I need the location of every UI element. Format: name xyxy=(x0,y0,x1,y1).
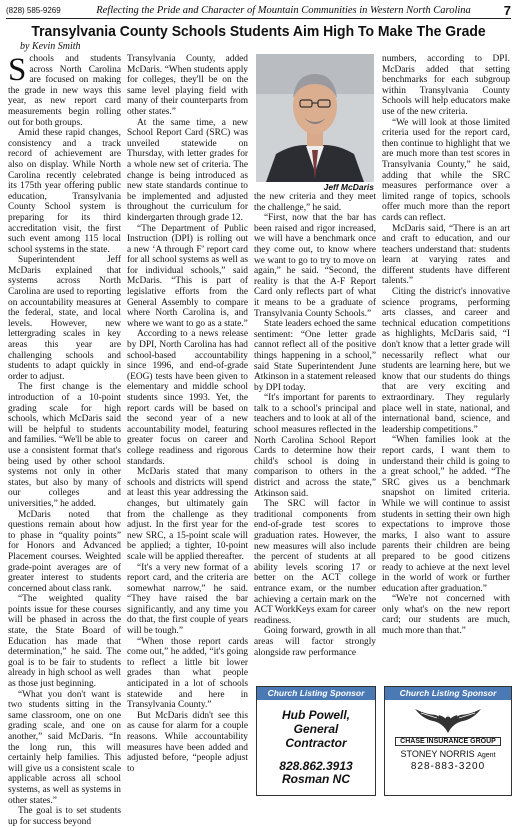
paragraph: Going forward, growth in all areas will factor strongly alongside raw performance xyxy=(254,626,376,658)
ad-company-name: CHASE INSURANCE GROUP xyxy=(395,737,501,746)
article-column-3 xyxy=(254,192,376,746)
article-column-2 xyxy=(127,54,248,800)
paragraph: McDaris noted that questions remain about how to phase in “quality points” for Honors and Advanced Placement courses. Weighted grade-point averages are of greater interest to students concerned about class rank. xyxy=(8,509,121,594)
paragraph: “When families look at the report cards, I want them to understand their child is going to a great school,” he added. “The SRC gives us a benchmark snapshot on limited criteria. While we will continue to assist students in setting their own high expectations to improve those marks, I also want to assure parents their children are being prepared to be good citizens ready to achieve at the next level in the world of work or further education after graduation.” xyxy=(382,435,510,594)
paragraph: Amid these rapid changes, consistency and a track record of achievement are also on display. While North Carolina recently celebrated its 175th year offering public education, Transylvania County School system is preparing for its third accreditation visit, the first such event among 115 local school systems in the state. xyxy=(8,128,121,255)
paragraph: Schools and students across North Carolina are focused on making the grade in new ways this year, as new report card measurements begin rolling out for both groups. xyxy=(8,52,121,128)
paragraph: “We're not concerned with only what's on the new report card; our students are much, much more than that.” xyxy=(382,594,510,637)
article-column-4 xyxy=(382,54,510,637)
paragraph: The SRC will factor in traditional components from end-of-grade test scores to graduation rates. However, the new measures will also include the percent of students at all ability levels scoring 17 or better on the ACT college entrance exam, or the number achieving a certain mark on the ACT WorkKeys exam for career readiness. xyxy=(254,499,376,626)
paragraph: State leaders echoed the same sentiment: “One letter grade cannot reflect all of the positive things happening in a school,” said State Superintendent June Atkinson in a statement released by DPI today. xyxy=(254,319,376,393)
sponsor-ad-chase-insurance xyxy=(384,686,512,796)
paragraph: “What you don't want is two students sitting in the same classroom, one on one grading scale, and one on another,” said McDaris. “In the long run, this will certainly help families. This will give us a consistent scale applicable across all school systems, as well as systems in other states.” xyxy=(8,689,121,806)
photo-caption: Jeff McDaris xyxy=(323,182,374,192)
person-portrait-icon xyxy=(256,54,374,182)
paragraph: The first change is the introduction of a 10-point grading scale for high schools, which McDaris said will be helpful to students and families. “We'll be able to use a consistent format that's being used by other school systems not only in other states, but also by many of our colleges and universities,” he added. xyxy=(8,382,121,509)
portrait-photo xyxy=(256,54,374,182)
paragraph: “When those report cards come out,” he added, “it's going to reflect a little bit lower grades than what people anticipated in a lot of schools statewide and here in Transylvania County.” xyxy=(127,636,248,711)
drop-cap: S xyxy=(8,52,27,88)
paragraph: The goal is to set students up for success beyond xyxy=(8,806,121,827)
header-tagline: Reflecting the Pride and Character of Mountain Communities in Western North Carolina xyxy=(96,4,471,16)
ad-phone: 828-883-3200 xyxy=(410,761,486,772)
page-number: 7 xyxy=(503,2,511,18)
paragraph: McDaris said, “There is an art and craft to education, and our teachers understand that: students learn at varying rates and different students have different talents.” xyxy=(382,223,510,287)
article-byline: by Kevin Smith xyxy=(20,41,81,52)
paragraph: At the same time, a new School Report Card (SRC) was unveiled statewide on Thursday, with letter grades for a whole new set of criteria. The change is being introduced as new state standards continue to be implemented and adjusted throughout the curriculum for kindergarten through grade 12. xyxy=(127,117,248,223)
ad-contact: 828.862.3913 Rosman NC xyxy=(279,759,353,786)
eagle-icon xyxy=(413,705,483,735)
ad-banner: Church Listing Sponsor xyxy=(257,687,375,700)
paragraph: “First, now that the bar has been raised and rigor increased, we will have a benchmark once they come out, to know where we want to go to try to move on again,” he said. “Second, the reality is that the A-F Report Card only reflects part of what it means to be a graduate of Transylvania County Schools.” xyxy=(254,213,376,319)
paragraph: Superintendent Jeff McDaris explained that systems across North Carolina are used to reporting on accountability measures at the federal, state, and local levels. However, new lettergrading scales in key areas this year are challenging schools and students to adapt quickly in order to adjust. xyxy=(8,255,121,382)
ad-banner: Church Listing Sponsor xyxy=(385,687,511,700)
paragraph: But McDaris didn't see this as cause for alarm for a couple reasons. While accountability measures have been added and adjusted before, “people adjust to xyxy=(127,710,248,774)
paragraph: Transylvania County, added McDaris. “When students apply for colleges, they'll be on the same level playing field with many of their counterparts from other states.” xyxy=(127,54,248,117)
paragraph: “It's a very new format of a report card, and the criteria are somewhat narrow,” he said. “They have raised the bar significantly, and any time you do that, the first couple of years will be tough.” xyxy=(127,562,248,637)
sponsor-ad-hub-powell xyxy=(256,686,376,796)
paragraph: “It's important for parents to talk to a school's principal and teachers and to look at all of the school measures reflected in the North Carolina School Report Cards to determine how their child's school is doing in comparison to others in the district and across the state,” Atkinson said. xyxy=(254,393,376,499)
paragraph: McDaris stated that many schools and districts will spend at least this year addressing the changes, but ultimately gain from the challenge as they adjust. In the first year for the new SRC, a 15-point scale will be applied; a tighter, 10-point scale will be applied thereafter. xyxy=(127,467,248,562)
paragraph: the new criteria and they meet the challenge,” he said. xyxy=(254,192,376,213)
paragraph: numbers, according to DPI. McDaris added that setting benchmarks for each subgroup within Transylvania County Schools will help educators make use of the new criteria. xyxy=(382,54,510,117)
ad-agent: STONEY NORRIS Agent xyxy=(400,749,496,759)
paragraph: According to a news release by DPI, North Carolina has had school-based accountability since 1996, and end-of-grade (EOG) tests have been given to elementary and middle school students since 1993. Yet, the report cards will be based on the second year of a new accountability model, featuring greater focus on career and college readiness and rigorous standards. xyxy=(127,329,248,467)
article-headline: Transylvania County Schools Students Aim High To Make The Grade xyxy=(31,23,486,40)
ad-business-name: Hub Powell, General Contractor xyxy=(281,708,350,750)
header-phone: (828) 585-9269 xyxy=(6,5,61,15)
paragraph: “We will look at those limited criteria used for the report card, then continue to highlight that we are much more than test scores in Transylvania County,” he said, adding that while the SRC measures performance over a limited range of topics, schools offer much more than the report cards can reflect. xyxy=(382,117,510,223)
paragraph: “The weighted quality points issue for these courses will be phased in across the state, the State Board of Education has made that determination,” he said. The goal is to be fair to students already in high school as well as those just beginning. xyxy=(8,594,121,690)
paragraph: Citing the district's innovative science programs, performing arts classes, and career and technical education competitions as highlights, McDaris said, “I don't know that a letter grade will necessarily reflect what our students are learning here, but we know that our students do things that are very exciting and extraordinary. They regularly place well in state, national, and international band, science, and leadership competitions.” xyxy=(382,287,510,435)
article-column-1 xyxy=(8,52,121,827)
paragraph: “The Department of Public Instruction (DPI) is rolling out a new ‘A through F’ report card for all school systems as well as for individual schools,” said McDaris. “This is part of legislative efforts from the General Assembly to compare where North Carolina is, and where we want to go as a state.” xyxy=(127,223,248,329)
page-header xyxy=(6,2,511,19)
